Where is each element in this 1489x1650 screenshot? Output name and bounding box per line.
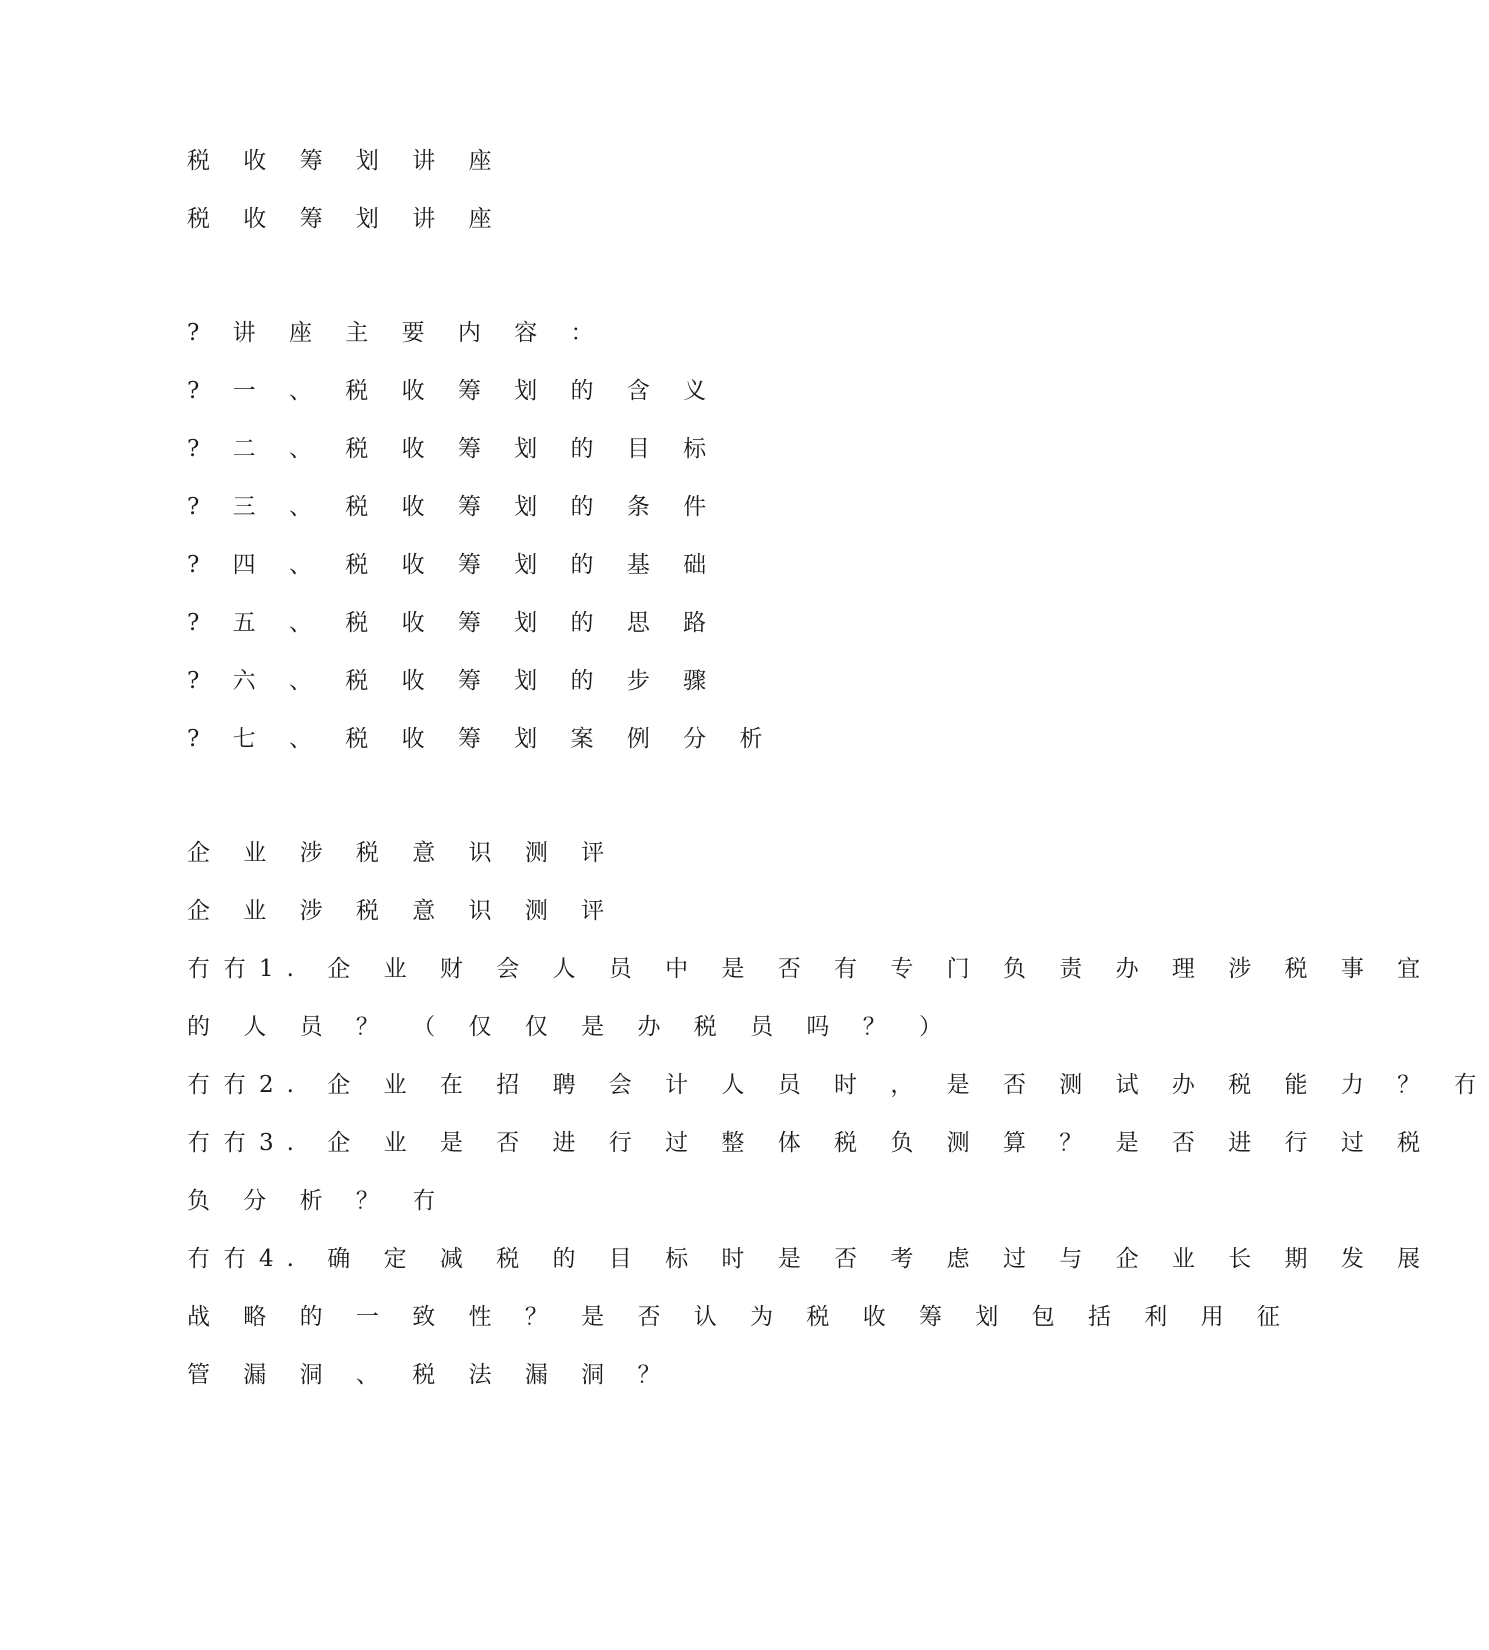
assessment-question-4: 冇冇4. 确 定 减 税 的 目 标 时 是 否 考 虑 过 与 企 业 长 期 发 展	[187, 1246, 1434, 1272]
contents-item-6: ? 六 、 税 收 筹 划 的 步 骤	[187, 668, 720, 694]
lecture-title-repeat: 税 收 筹 划 讲 座	[187, 206, 505, 232]
assessment-question-1-cont: 的 人 员 ？ （ 仅 仅 是 办 税 员 吗 ？ ）	[187, 1014, 956, 1040]
contents-item-1: ? 一 、 税 收 筹 划 的 含 义	[187, 378, 720, 404]
contents-item-7: ? 七 、 税 收 筹 划 案 例 分 析	[187, 726, 776, 752]
contents-heading: ? 讲 座 主 要 内 容 ：	[187, 320, 607, 346]
assessment-question-4-cont: 战 略 的 一 致 性 ？ 是 否 认 为 税 收 筹 划 包 括 利 用 征	[187, 1304, 1293, 1330]
contents-item-2: ? 二 、 税 收 筹 划 的 目 标	[187, 436, 720, 462]
contents-item-3: ? 三 、 税 收 筹 划 的 条 件	[187, 494, 720, 520]
contents-item-4: ? 四 、 税 收 筹 划 的 基 础	[187, 552, 720, 578]
assessment-question-2: 冇冇2. 企 业 在 招 聘 会 计 人 员 时 ， 是 否 测 试 办 税 能 力 ？ 冇	[187, 1072, 1489, 1098]
assessment-title-repeat: 企 业 涉 税 意 识 测 评	[187, 898, 618, 924]
assessment-title: 企 业 涉 税 意 识 测 评	[187, 840, 618, 866]
lecture-title: 税 收 筹 划 讲 座	[187, 148, 505, 174]
contents-item-5: ? 五 、 税 收 筹 划 的 思 路	[187, 610, 720, 636]
assessment-question-4-end: 管 漏 洞 、 税 法 漏 洞 ？	[187, 1362, 674, 1388]
assessment-question-1: 冇冇1. 企 业 财 会 人 员 中 是 否 有 专 门 负 责 办 理 涉 税 事 宜	[187, 956, 1434, 982]
assessment-question-3: 冇冇3. 企 业 是 否 进 行 过 整 体 税 负 测 算 ？ 是 否 进 行 过 税	[187, 1130, 1434, 1156]
assessment-question-3-cont: 负 分 析 ？ 冇	[187, 1188, 449, 1214]
